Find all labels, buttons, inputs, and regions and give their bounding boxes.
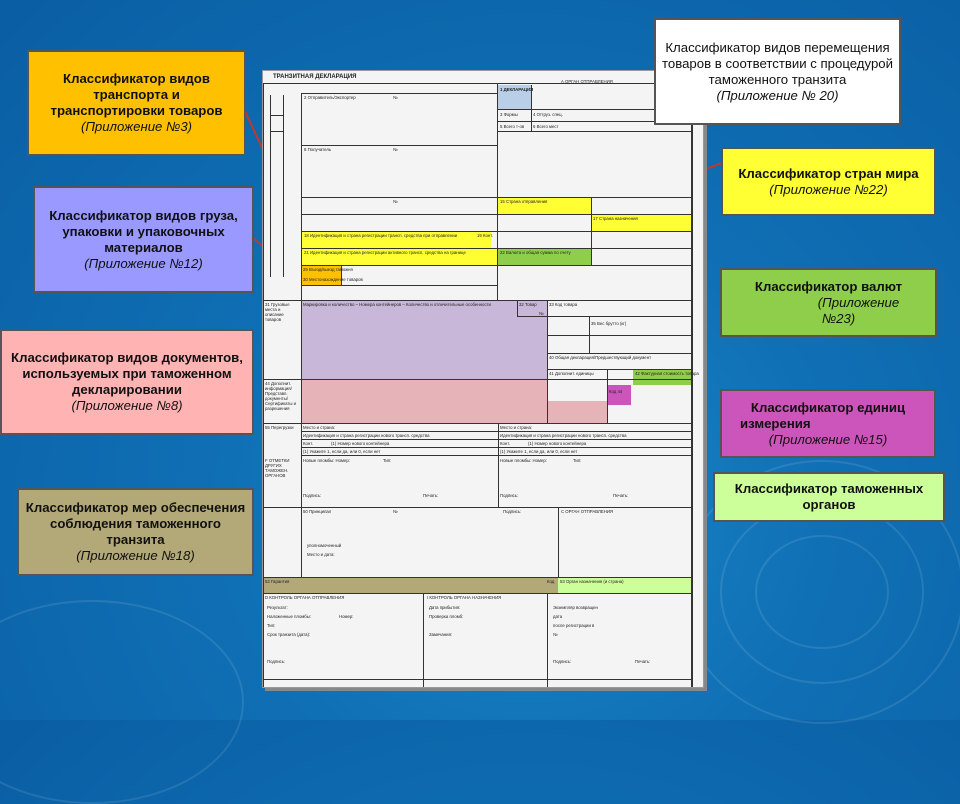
field-cont-2: Конт. <box>500 441 510 446</box>
label-transport-title: Классификатор видов транспорта и транспортировки товаров <box>50 71 223 118</box>
background-ripple <box>755 535 889 649</box>
field-gross-weight: 35 Вес брутто (кг) <box>591 321 627 326</box>
field-no-3: № <box>539 311 544 316</box>
label-units-appendix: (Приложение №15) <box>768 431 888 447</box>
field-places-total: 6 Всего мест <box>533 124 559 129</box>
label-customs <box>713 472 945 522</box>
field-organ-destination: С ОРГАН ОТПРАВЛЕНИЯ <box>561 509 614 514</box>
field-place-country-2: Место и страна: <box>500 425 533 430</box>
field-arrival-date: Дата прибытия: <box>429 605 461 610</box>
field-return-copy: Экземпляр возвращен <box>553 605 598 610</box>
label-guarantee-appendix: (Приложение №18) <box>76 548 195 563</box>
field-cont-1: Конт. <box>303 441 313 446</box>
label-movement-title: Классификатор видов перемещения товаров в соответствии с процедурой таможенного транзита <box>662 39 893 87</box>
field-signature-1: Подпись: <box>303 493 322 498</box>
field-packages: 31 Грузовые места и описание товаров <box>265 302 290 322</box>
label-units-title-b: измерения <box>740 415 811 431</box>
label-currencies-appendix-a: (Приложение <box>817 294 900 310</box>
label-movement <box>654 18 901 125</box>
field-new-vehicle-1: Идентификация и страна регистрации нового трансп. средства <box>303 433 430 438</box>
field-currency-total: 22 Валюта и общая сумма по счету <box>500 250 571 255</box>
field-transit-term: Срок транзита (дата): <box>267 632 311 637</box>
field-code: 33 Код товара <box>549 302 578 307</box>
field-authorized: уполномоченный <box>307 543 342 548</box>
field-principal: 50 Принципал <box>303 509 332 514</box>
form-title: ТРАНЗИТНАЯ ДЕКЛАРАЦИЯ <box>273 74 357 80</box>
field-destination-office: 53 Орган назначения (и страна) <box>560 579 624 584</box>
label-documents <box>0 329 254 435</box>
label-transport <box>27 50 246 156</box>
field-seals-check: Проверка пломб: <box>429 614 464 619</box>
label-countries-appendix: (Приложение №22) <box>769 181 888 197</box>
field-control-results: F ОТМЕТКИ ДРУГИХ ТАМОЖЕН. ОРГАНОВ <box>265 458 290 478</box>
field-signature-4: Подпись: <box>553 659 572 664</box>
label-guarantee-title: Классификатор мер обеспечения соблюдения таможенного транзита <box>25 500 246 547</box>
label-currencies-appendix-b: №23) <box>821 310 856 326</box>
field-no: № <box>393 95 398 100</box>
field-guarantee: 52 Гарантия <box>265 579 290 584</box>
field-place-date: Место и дата: <box>307 552 335 557</box>
label-cargo <box>33 186 254 293</box>
zone-additional-info <box>301 379 547 423</box>
label-countries <box>721 147 936 216</box>
label-cargo-appendix: (Приложение №12) <box>84 255 203 271</box>
label-documents-appendix: (Приложение №8) <box>71 398 183 413</box>
field-organ-departure: А ОРГАН ОТПРАВЛЕНИЯ <box>561 79 613 84</box>
field-result: Результат: <box>267 605 288 610</box>
field-stamp-2: Печать: <box>613 493 629 498</box>
field-after-registration: после регистрации в <box>553 623 595 628</box>
field-organ-control: D КОНТРОЛЬ ОРГАНА ОТПРАВЛЕНИЯ <box>265 595 345 600</box>
field-additional-info: 44 Дополнит. информация/ Представл. документы/ Сертификаты и разрешения <box>265 381 297 411</box>
field-item-price: 42 Фактурная стоимость товара <box>635 371 699 376</box>
field-signature-3: Подпись: <box>267 659 286 664</box>
field-sender: 2 Отправитель/Экспортер <box>304 95 356 100</box>
label-currencies-title: Классификатор валют <box>754 278 903 294</box>
field-control-destination: I КОНТРОЛЬ ОРГАНА НАЗНАЧЕНИЯ <box>427 595 502 600</box>
field-new-container-2: (1) Номер нового контейнера <box>528 441 587 446</box>
label-transport-appendix: (Приложение №3) <box>80 119 193 134</box>
field-new-seals-1: Новые пломбы: Номер: <box>303 458 350 463</box>
field-type-3: Тип: <box>267 623 276 628</box>
field-no-2: № <box>393 199 398 204</box>
background-ripple <box>0 600 244 804</box>
field-date: дата <box>553 614 563 619</box>
label-units-title-a: Классификатор единиц <box>750 399 906 415</box>
zone-item-description <box>301 300 547 379</box>
field-country-departure: 15 Страна отправления <box>500 199 548 204</box>
field-code-44: Код 44 <box>609 389 623 394</box>
field-new-vehicle-2: Идентификация и страна регистрации нового трансп. средства <box>500 433 627 438</box>
field-container: 19 Конт. <box>477 233 493 238</box>
field-yes-no-1: (1) Укажите 1, если да, или 0, если нет <box>303 449 381 454</box>
field-forms: 3 Формы <box>500 112 518 117</box>
field-signature-2: Подпись: <box>500 493 519 498</box>
field-number: Номер: <box>339 614 354 619</box>
field-transshipment: 55 Перегрузки <box>265 425 294 430</box>
field-recipient-no: № <box>393 147 398 152</box>
field-border-customs: 29 Въезд/выезд таможня <box>303 267 353 272</box>
label-guarantee <box>17 488 254 576</box>
field-principal-no: № <box>393 509 398 514</box>
field-seals-applied: Наложенные пломбы: <box>267 614 311 619</box>
field-place-country-1: Место и страна: <box>303 425 336 430</box>
field-principal-signature: Подпись: <box>503 509 522 514</box>
field-new-seals-2: Новые пломбы: Номер: <box>500 458 547 463</box>
label-cargo-title: Классификатор видов груза, упаковки и упаковочных материалов <box>49 207 238 255</box>
field-item: 32 Товар <box>519 302 537 307</box>
field-vehicle-departure: 18 Идентификация и страна регистрации трансп. средства при отправлении <box>304 233 458 238</box>
field-n: № <box>553 632 558 637</box>
label-currencies <box>720 268 937 337</box>
field-marks: Маркировка и количество – Номера контейнеров – Количество и отличительные особенности <box>303 302 491 307</box>
field-stamp-1: Печать: <box>423 493 439 498</box>
label-movement-appendix: (Приложение № 20) <box>716 87 839 103</box>
field-type-1: Тип: <box>383 458 392 463</box>
label-customs-title: Классификатор таможенных органов <box>734 481 924 512</box>
field-type-2: Тип: <box>573 458 582 463</box>
field-specs: 4 Отгруз. спец. <box>533 112 563 117</box>
field-items-total: 5 Всего т-ов <box>500 124 525 129</box>
field-recipient: 8 Получатель <box>304 147 332 152</box>
label-units <box>720 389 936 458</box>
transit-declaration-form <box>262 70 704 688</box>
label-countries-title: Классификатор стран мира <box>738 165 919 181</box>
field-code-53: Код <box>547 579 555 584</box>
zone-additional-info-2 <box>547 401 607 423</box>
field-new-container-1: (1) Номер нового контейнера <box>331 441 390 446</box>
field-remarks: Замечания: <box>429 632 453 637</box>
field-yes-no-2: (1) Укажите 1, если да, или 0, если нет <box>500 449 578 454</box>
field-vehicle-border: 21 Идентификация и страна регистрации активного трансп. средства на границе <box>304 250 466 255</box>
zone-units <box>607 385 631 405</box>
field-country-destination: 17 Страна назначения <box>593 216 638 221</box>
field-additional-units: 41 Дополнит. единицы <box>549 371 594 376</box>
field-declaration: 1 ДЕКЛАРАЦИЯ <box>500 87 534 92</box>
field-prev-document: 40 Общая декларация/Предшествующий документ <box>549 355 652 360</box>
field-cargo-location: 30 Местонахождение товаров <box>303 277 363 282</box>
field-stamp-4: Печать: <box>635 659 651 664</box>
label-documents-title: Классификатор видов документов, используемых при таможенном декларировании <box>11 350 243 397</box>
